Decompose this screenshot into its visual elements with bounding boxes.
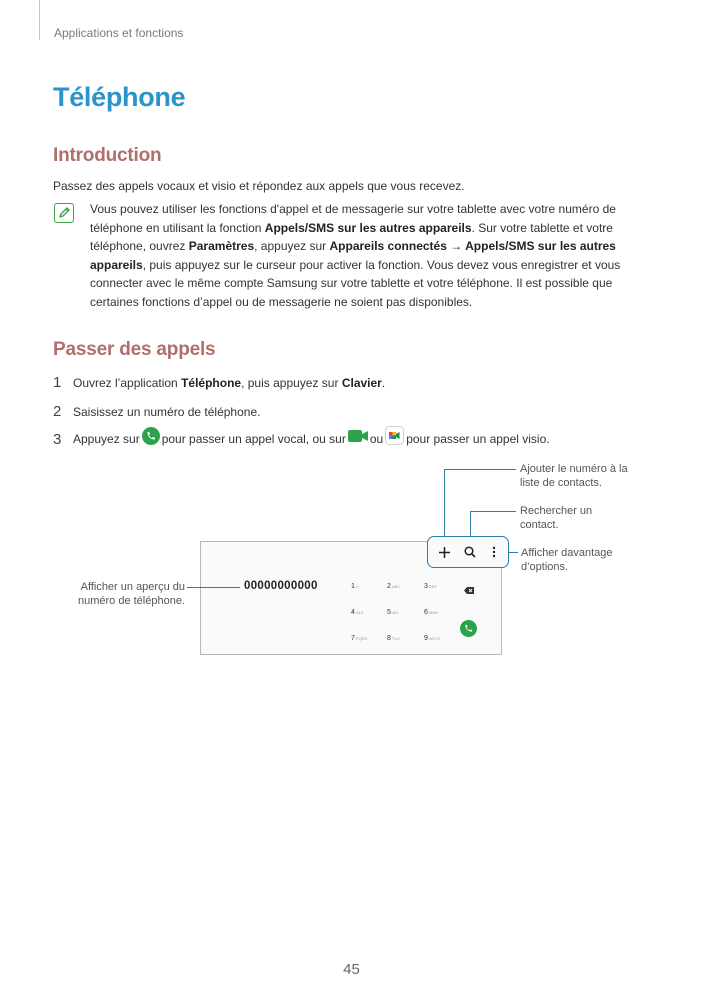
key-8[interactable]: 8TUV <box>387 635 400 642</box>
page-number: 45 <box>343 961 360 978</box>
header-rule <box>39 0 40 40</box>
key-5[interactable]: 5JKL <box>387 609 399 616</box>
callout-line-preview <box>187 587 240 588</box>
callout-line-add <box>444 469 516 470</box>
callout-add-contact: Ajouter le numéro à la liste de contacts. <box>520 463 628 489</box>
google-meet-icon <box>385 426 404 448</box>
step-1: 1 Ouvrez l’application Téléphone, puis appuyez sur Clavier. <box>53 374 386 391</box>
callout-line-add-vertical <box>444 469 445 537</box>
key-2[interactable]: 2ABC <box>387 583 401 590</box>
add-contact-icon[interactable] <box>435 537 453 567</box>
key-9[interactable]: 9WXYZ <box>424 635 441 642</box>
search-icon[interactable] <box>461 537 479 567</box>
backspace-icon[interactable] <box>464 581 474 599</box>
key-3[interactable]: 3DEF <box>424 583 437 590</box>
running-head: Applications et fonctions <box>54 26 184 40</box>
key-4[interactable]: 4GHI <box>351 609 364 616</box>
call-button[interactable] <box>460 620 477 637</box>
dialer-toolbar <box>427 536 509 568</box>
more-options-icon[interactable] <box>487 537 501 567</box>
key-7[interactable]: 7PQRS <box>351 635 368 642</box>
voice-call-icon <box>142 427 160 448</box>
callout-search-contact: Rechercher un contact. <box>520 505 593 531</box>
dialed-number: 00000000000 <box>244 580 318 592</box>
page-title: Téléphone <box>53 82 186 112</box>
callout-line-more <box>509 552 518 553</box>
intro-text: Passez des appels vocaux et visio et répondez aux appels que vous recevez. <box>53 179 465 193</box>
callout-more-options: Afficher davantage d’options. <box>521 547 613 573</box>
key-6[interactable]: 6MNO <box>424 609 439 616</box>
section-title-introduction: Introduction <box>53 145 162 166</box>
key-1[interactable]: 1∞ <box>351 583 359 590</box>
note-text: Vous pouvez utiliser les fonctions d'appel et de messagerie sur votre tablette avec votre numéro de téléphone en utilisant la fonction Appels/SMS sur les autres appareils. Sur votre tablette et votre téléphone, ouvrez Paramètres, appuyez sur Appareils connectés → Appels/SMS sur les autres appareils, puis appuyez sur le curseur pour activer la fonction. Vous devez vous enregistrer et vous connecter avec le même compte Samsung sur votre tablette et votre téléphone. Il est possible que certaines fonctions d’appel ou de messagerie ne soient pas disponibles. <box>90 202 621 309</box>
step-2: 2 Saisissez un numéro de téléphone. <box>53 403 261 420</box>
callout-line-search <box>470 511 516 512</box>
video-call-icon <box>348 429 368 446</box>
step-3: 3 Appuyez sur pour passer un appel vocal, ou sur ou pour passer un appel visio. <box>53 428 550 450</box>
callout-line-search-vertical <box>470 511 471 537</box>
note-pencil-icon <box>54 203 74 223</box>
section-title-passer-des-appels: Passer des appels <box>53 339 216 360</box>
callout-number-preview: Afficher un aperçu du numéro de téléphone. <box>77 581 185 607</box>
